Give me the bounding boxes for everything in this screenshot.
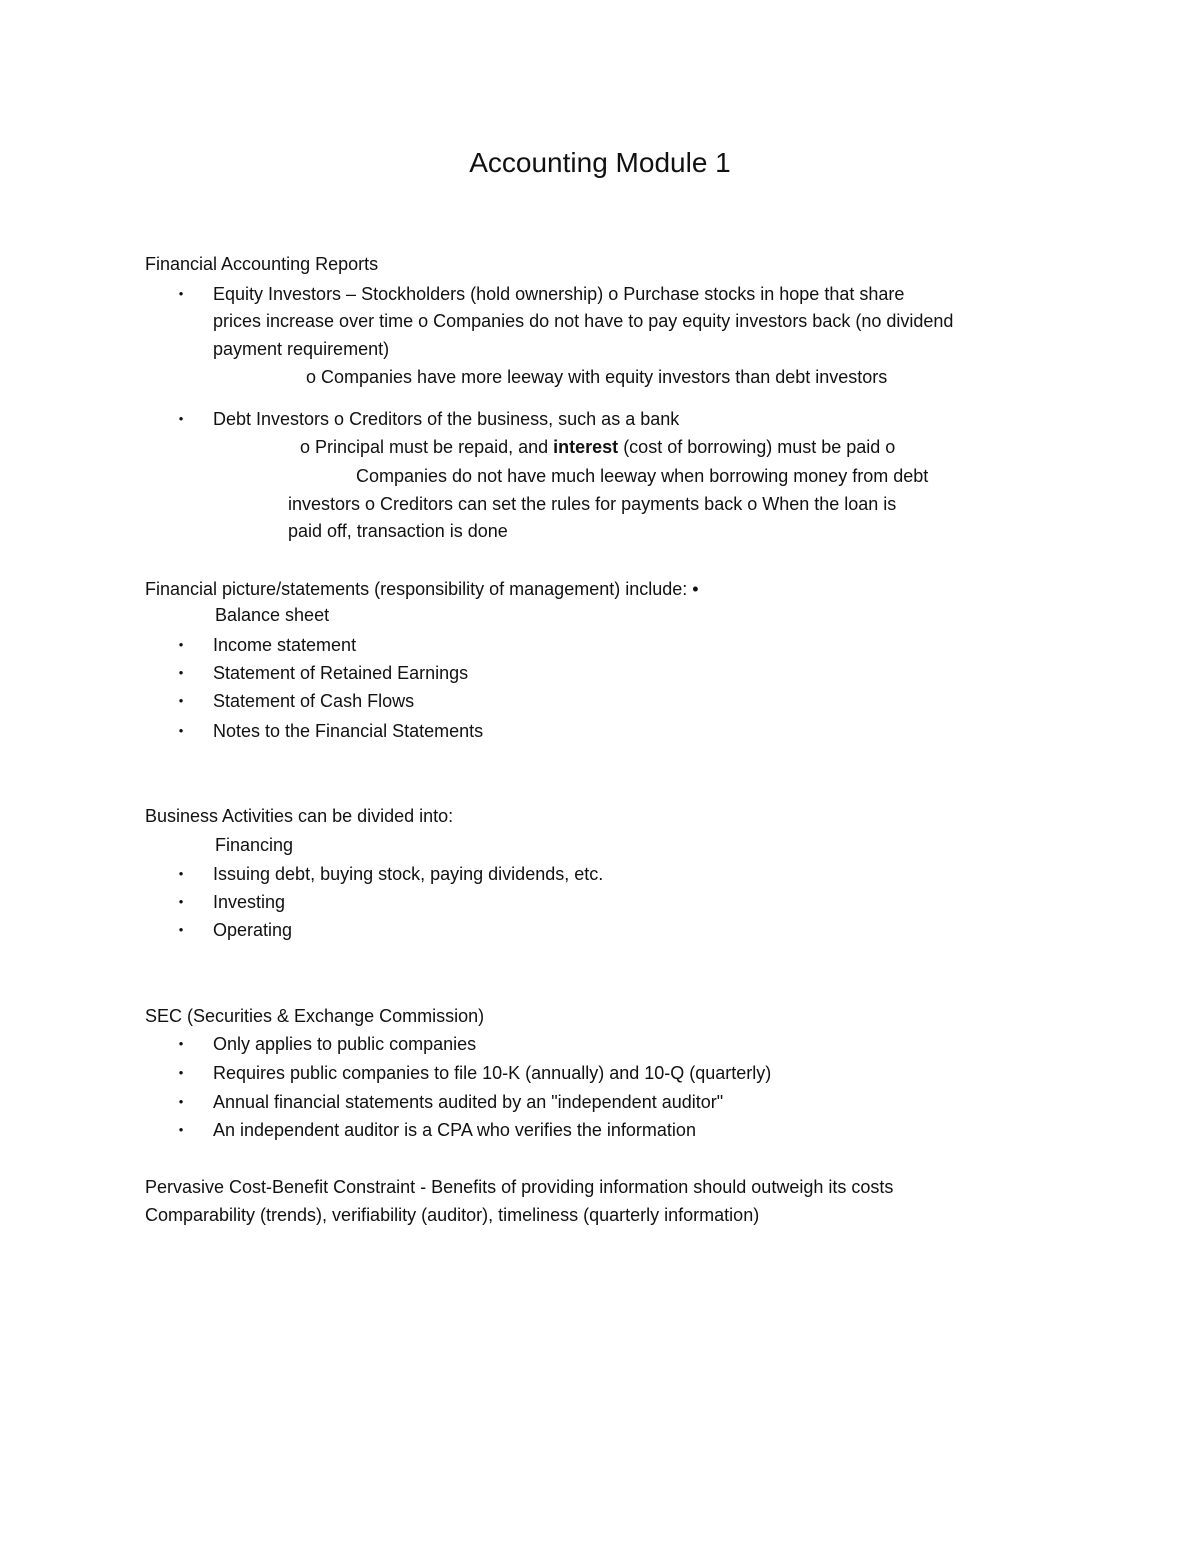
bullet-icon: • <box>178 693 184 708</box>
qualities-line: Comparability (trends), verifiability (auditor), timeliness (quarterly information) <box>145 1205 760 1225</box>
list-item: Investing <box>213 892 286 912</box>
section-heading-statements: Financial picture/statements (responsibility of management) include: • <box>145 579 699 599</box>
equity-line-1: Equity Investors – Stockholders (hold ownership) o Purchase stocks in hope that share <box>213 284 905 304</box>
bullet-icon: • <box>178 894 184 909</box>
list-item: Operating <box>213 920 293 940</box>
debt-line-5: paid off, transaction is done <box>288 521 508 541</box>
debt-line-1: Debt Investors o Creditors of the business, such as a bank <box>213 409 680 429</box>
bullet-icon: • <box>178 286 184 301</box>
bullet-icon: • <box>178 1094 184 1109</box>
list-item: Statement of Cash Flows <box>213 691 415 711</box>
section-heading-activities: Business Activities can be divided into: <box>145 806 454 826</box>
list-item: Notes to the Financial Statements <box>213 721 484 741</box>
bullet-icon: • <box>178 723 184 738</box>
bullet-icon: • <box>178 1036 184 1051</box>
bullet-icon: • <box>178 637 184 652</box>
page-title: Accounting Module 1 <box>469 147 731 178</box>
bullet-icon: • <box>178 1122 184 1137</box>
bullet-icon: • <box>178 665 184 680</box>
debt-line-3: Companies do not have much leeway when borrowing money from debt <box>356 466 929 486</box>
equity-line-2: prices increase over time o Companies do not have to pay equity investors back (no dividend <box>213 311 954 331</box>
bullet-icon: • <box>178 922 184 937</box>
list-item: Balance sheet <box>215 605 330 625</box>
bullet-icon: • <box>178 1065 184 1080</box>
equity-line-3: payment requirement) <box>213 339 390 359</box>
list-item: Only applies to public companies <box>213 1034 477 1054</box>
cost-benefit-line: Pervasive Cost-Benefit Constraint - Benefits of providing information should outweigh its costs <box>145 1177 894 1197</box>
equity-line-4: o Companies have more leeway with equity investors than debt investors <box>306 367 888 387</box>
list-item: Financing <box>215 835 294 855</box>
bullet-icon: • <box>178 411 184 426</box>
section-heading-sec: SEC (Securities & Exchange Commission) <box>145 1006 485 1026</box>
debt-line-4: investors o Creditors can set the rules for payments back o When the loan is <box>288 494 897 514</box>
list-item: An independent auditor is a CPA who verifies the information <box>213 1120 696 1140</box>
list-item: Statement of Retained Earnings <box>213 663 469 683</box>
list-item: Income statement <box>213 635 357 655</box>
debt-line-2: o Principal must be repaid, and interest (cost of borrowing) must be paid o <box>300 437 896 457</box>
list-item: Requires public companies to file 10-K (annually) and 10-Q (quarterly) <box>213 1063 772 1083</box>
bold-term: interest <box>553 437 619 457</box>
bullet-icon: • <box>178 866 184 881</box>
list-item: Annual financial statements audited by an "independent auditor" <box>213 1092 724 1112</box>
section-heading-reports: Financial Accounting Reports <box>145 254 379 274</box>
list-item: Issuing debt, buying stock, paying dividends, etc. <box>213 864 604 884</box>
